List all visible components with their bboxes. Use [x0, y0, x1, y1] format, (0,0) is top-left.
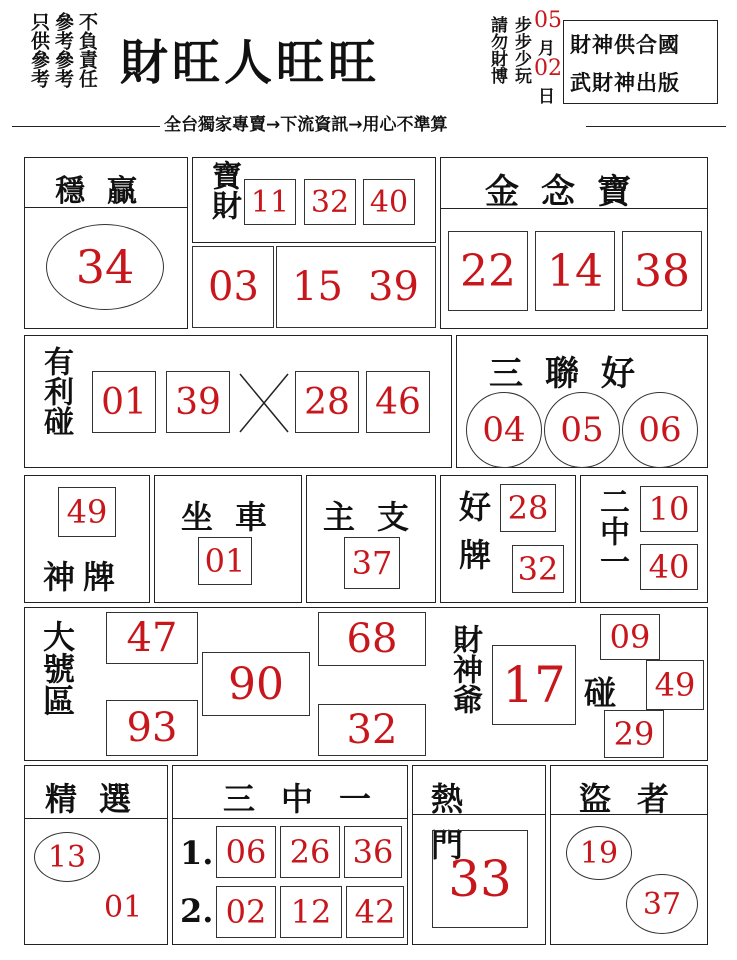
advantage-left-1: 01 [92, 371, 156, 433]
fortune-god-bump-1: 09 [600, 614, 660, 660]
treasure-number-2: 32 [304, 179, 356, 225]
treasure-number-1: 11 [244, 179, 296, 225]
golden-number-3: 38 [622, 231, 702, 311]
good-card-label: 好牌 [454, 490, 492, 586]
ride-label: 坐車 [181, 498, 290, 536]
two-in-one-number-1: 10 [640, 486, 698, 532]
disclaimer-col-3: 不負責任 [76, 12, 98, 88]
three-in-one-row-1-num-2: 26 [280, 826, 340, 878]
slogan-line-left [12, 126, 160, 127]
publisher-line-1: 財神供合國 [570, 33, 680, 57]
advantage-right-2: 46 [366, 371, 430, 433]
golden-number-2: 14 [535, 231, 615, 311]
advantage-label: 有利碰 [38, 346, 73, 436]
good-card-number-1: 28 [500, 484, 556, 532]
three-in-one-row-1-index: 1. [180, 834, 214, 872]
selected-number-1: 13 [34, 832, 100, 882]
big-zone-right-2: 32 [318, 704, 426, 756]
fortune-god-label: 財神爺 [447, 624, 482, 714]
treasure-bottom-3: 39 [368, 264, 419, 310]
thief-number-2: 37 [626, 874, 698, 934]
big-zone-label: 大號區 [38, 620, 76, 716]
advantage-right-1: 28 [295, 371, 359, 433]
god-card-number: 49 [58, 487, 116, 537]
main-pick-label: 主支 [323, 498, 432, 536]
big-zone-left-1: 47 [106, 612, 198, 664]
trio-number-2: 05 [544, 392, 620, 468]
month-label: 月 [538, 39, 555, 59]
three-in-one-row-2-index: 2. [180, 892, 214, 930]
thief-number-1: 19 [566, 826, 632, 880]
thief-label: 盜者 [579, 780, 696, 818]
ride-number: 01 [198, 537, 252, 585]
treasure-number-3: 40 [363, 179, 415, 225]
trio-label: 三聯好 [489, 354, 657, 394]
three-in-one-label: 三中一 [223, 780, 398, 818]
golden-divider [440, 208, 708, 209]
advice-block [478, 10, 562, 110]
slogan: 全台獨家專賣→下流資訊→用心不準算 [164, 115, 448, 135]
fortune-god-bump-2: 49 [646, 660, 704, 710]
publisher-box [563, 20, 718, 104]
slogan-line-right [586, 126, 726, 127]
three-in-one-divider [172, 818, 408, 819]
three-in-one-row-1-num-3: 36 [344, 826, 402, 878]
trio-number-1: 04 [466, 392, 542, 468]
cross-icon [236, 370, 292, 436]
month-number: 05 [534, 8, 562, 33]
advantage-left-2: 39 [166, 371, 230, 433]
stable-win-label: 穩贏 [55, 174, 159, 209]
disclaimer [22, 12, 100, 108]
main-pick-number: 37 [344, 537, 400, 589]
golden-number-1: 22 [448, 231, 528, 311]
two-in-one-label: 二中一 [594, 486, 629, 576]
day-number: 02 [534, 56, 562, 81]
treasure-bottom-1: 03 [208, 264, 259, 310]
disclaimer-col-2: 參考參考 [52, 12, 74, 88]
hot-divider [412, 814, 546, 815]
disclaimer-col-1: 只供參考 [28, 12, 50, 88]
stable-win-divider [24, 207, 188, 208]
hot-number: 33 [432, 830, 528, 928]
thief-divider [550, 814, 708, 815]
advice-col-1: 請勿財博 [487, 16, 507, 84]
treasure-label: 寶財 [206, 160, 241, 220]
stable-win-number: 34 [46, 224, 164, 310]
three-in-one-row-1-num-1: 06 [216, 826, 276, 878]
selected-number-2: 01 [104, 890, 143, 925]
big-zone-left-2: 93 [106, 700, 198, 756]
day-label: 日 [538, 87, 555, 107]
fortune-god-bump-3: 29 [604, 710, 664, 758]
trio-number-3: 06 [622, 392, 698, 468]
three-in-one-row-2-num-3: 42 [346, 886, 404, 938]
selected-divider [24, 818, 168, 819]
big-zone-right-1: 68 [318, 612, 426, 666]
publisher-line-2: 武財神出版 [570, 71, 680, 95]
fortune-god-number: 17 [492, 645, 576, 725]
treasure-bottom-2: 15 [292, 264, 343, 310]
big-zone-center: 90 [202, 652, 310, 716]
advice-col-2: 步步少玩 [511, 16, 531, 84]
three-in-one-row-2-num-2: 12 [280, 886, 342, 938]
fortune-god-bump-label: 碰 [584, 674, 617, 712]
two-in-one-number-2: 40 [640, 544, 698, 590]
good-card-number-2: 32 [512, 545, 564, 593]
hot-label: 熱門 [431, 780, 490, 864]
selected-label: 精選 [45, 780, 154, 818]
golden-label: 金念寶 [485, 172, 653, 212]
three-in-one-row-2-num-1: 02 [216, 886, 276, 938]
god-card-label: 神牌 [43, 558, 124, 596]
page-title: 財旺人旺旺 [120, 35, 381, 91]
